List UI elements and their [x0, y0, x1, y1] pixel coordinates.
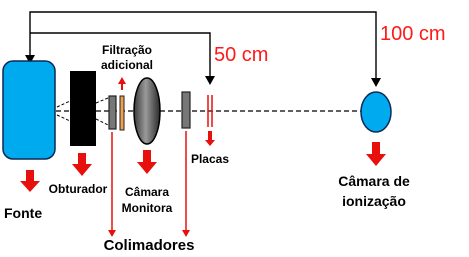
shutter-label: Obturador — [48, 182, 108, 196]
collimator-2 — [182, 92, 190, 128]
filtration-label-line2: adicional — [100, 58, 154, 72]
plates-arrow — [205, 131, 215, 146]
ionization-chamber-label-line2: ionização — [342, 193, 406, 209]
arrowhead-plates — [205, 76, 215, 85]
plates-label: Placas — [190, 152, 230, 166]
collimator-1 — [109, 96, 116, 129]
distance-100cm-label: 100 cm — [380, 23, 446, 45]
monitor-arrow — [137, 150, 157, 174]
source-box — [3, 61, 55, 159]
ionization-chamber — [361, 92, 391, 132]
monitor-chamber-label-line2: Monitora — [121, 201, 173, 215]
source-label: Fonte — [4, 205, 43, 221]
ionization-chamber-label-line1: Câmara de — [338, 173, 410, 189]
monitor-chamber — [134, 78, 160, 144]
filtration-label-line1: Filtração — [101, 43, 153, 57]
collimator-pointers — [112, 131, 186, 230]
distance-50cm-label: 50 cm — [214, 44, 269, 66]
shutter-arrow — [72, 153, 92, 176]
arrowhead-ionization — [371, 78, 381, 87]
filter-plate — [120, 96, 124, 130]
monitor-chamber-label-line1: Câmara — [124, 185, 170, 199]
source-arrow — [20, 170, 40, 192]
collimators-label: Colimadores — [103, 237, 195, 254]
shutter-block — [70, 71, 96, 146]
ionization-arrow — [366, 142, 386, 166]
